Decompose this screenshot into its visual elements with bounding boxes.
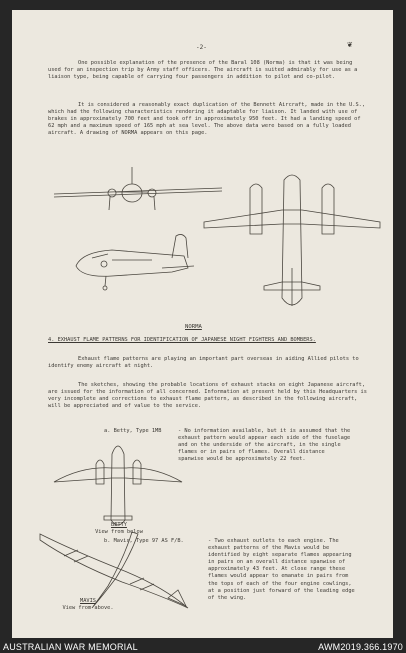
betty-caption-view: View from below — [95, 528, 143, 535]
item-b-description: - Two exhaust outlets to each engine. The exhaust patterns of the Mavis would be identified by eight separate flames appearing in pairs on an overall distance spanwise of approximately 43 feet. At close range these flames would appear to emanate in pairs from the tops of each of the four engine cowlings, at a position just forward of the leading edge of the wing. — [208, 538, 355, 601]
section-title-exhaust-patterns: 4. EXHAUST FLAME PATTERNS FOR IDENTIFICATION OF JAPANESE NIGHT FIGHTERS AND BOMBERS. — [48, 337, 316, 343]
page-number: -2- — [196, 44, 207, 51]
paragraph-exhaust-intro: Exhaust flame patterns are playing an important part overseas in aiding Allied pilots to identify enemy aircraft at night. — [48, 356, 359, 370]
paragraph-norma-explanation: One possible explanation of the presence of the Baral 108 (Norma) is that it was being used for an inspection trip by Army staff officers. The aircraft is suited admirably for use as a liaison type, being capable of carrying four passengers in addition to pilot and co-pilot. — [48, 60, 358, 81]
item-a-description: - No information available, but it is assumed that the exhaust pattern would appear each side of the fuselage and on the underside of the aircraft, in the single flames or in pairs of flames. Overall distance spanwise would be approximately 22 feet. — [178, 428, 351, 463]
mavis-caption-view: View from above. — [62, 604, 114, 611]
footer-accession-number: AWM2019.366.1970 — [318, 642, 403, 652]
item-b-label: b. Mavis, Type 97 AS F/B. — [104, 538, 184, 544]
mavis-caption — [56, 598, 120, 611]
paragraph-bennett-aircraft: It is considered a reasonably exact duplication of the Bennett Aircraft, made in the U.S., which had the following characteristics rendering it adaptable for liaison. It landed with use of brakes in approximately 700 feet and took off in approximately 950 feet. It had a landing speed of 62 mph and a maximum speed of 165 mph at sea level. The above data were based on a fully loaded aircraft. A drawing of NORMA appears on this page. — [48, 102, 366, 137]
mavis-drawing — [12, 10, 393, 638]
paragraph-sketches-info: The sketches, showing the probable locations of exhaust stacks on eight Japanese aircraft, are issued for the information of all concerned. Information at present held by this Headquarters is very incomplete and corrections to exhaust flame pattern, as described in the following aircraft, will be appreciated and of value to the service. — [48, 382, 367, 410]
norma-heading: NORMA — [185, 324, 202, 330]
item-a-label: a. Betty, Type 1MB — [104, 428, 162, 434]
mavis-caption-name: MAVIS — [80, 598, 96, 604]
betty-caption-name: BETTY — [111, 522, 127, 528]
document-page — [12, 10, 393, 638]
footer-institution: AUSTRALIAN WAR MEMORIAL — [3, 642, 138, 652]
corner-mark: ❦ — [347, 40, 353, 50]
